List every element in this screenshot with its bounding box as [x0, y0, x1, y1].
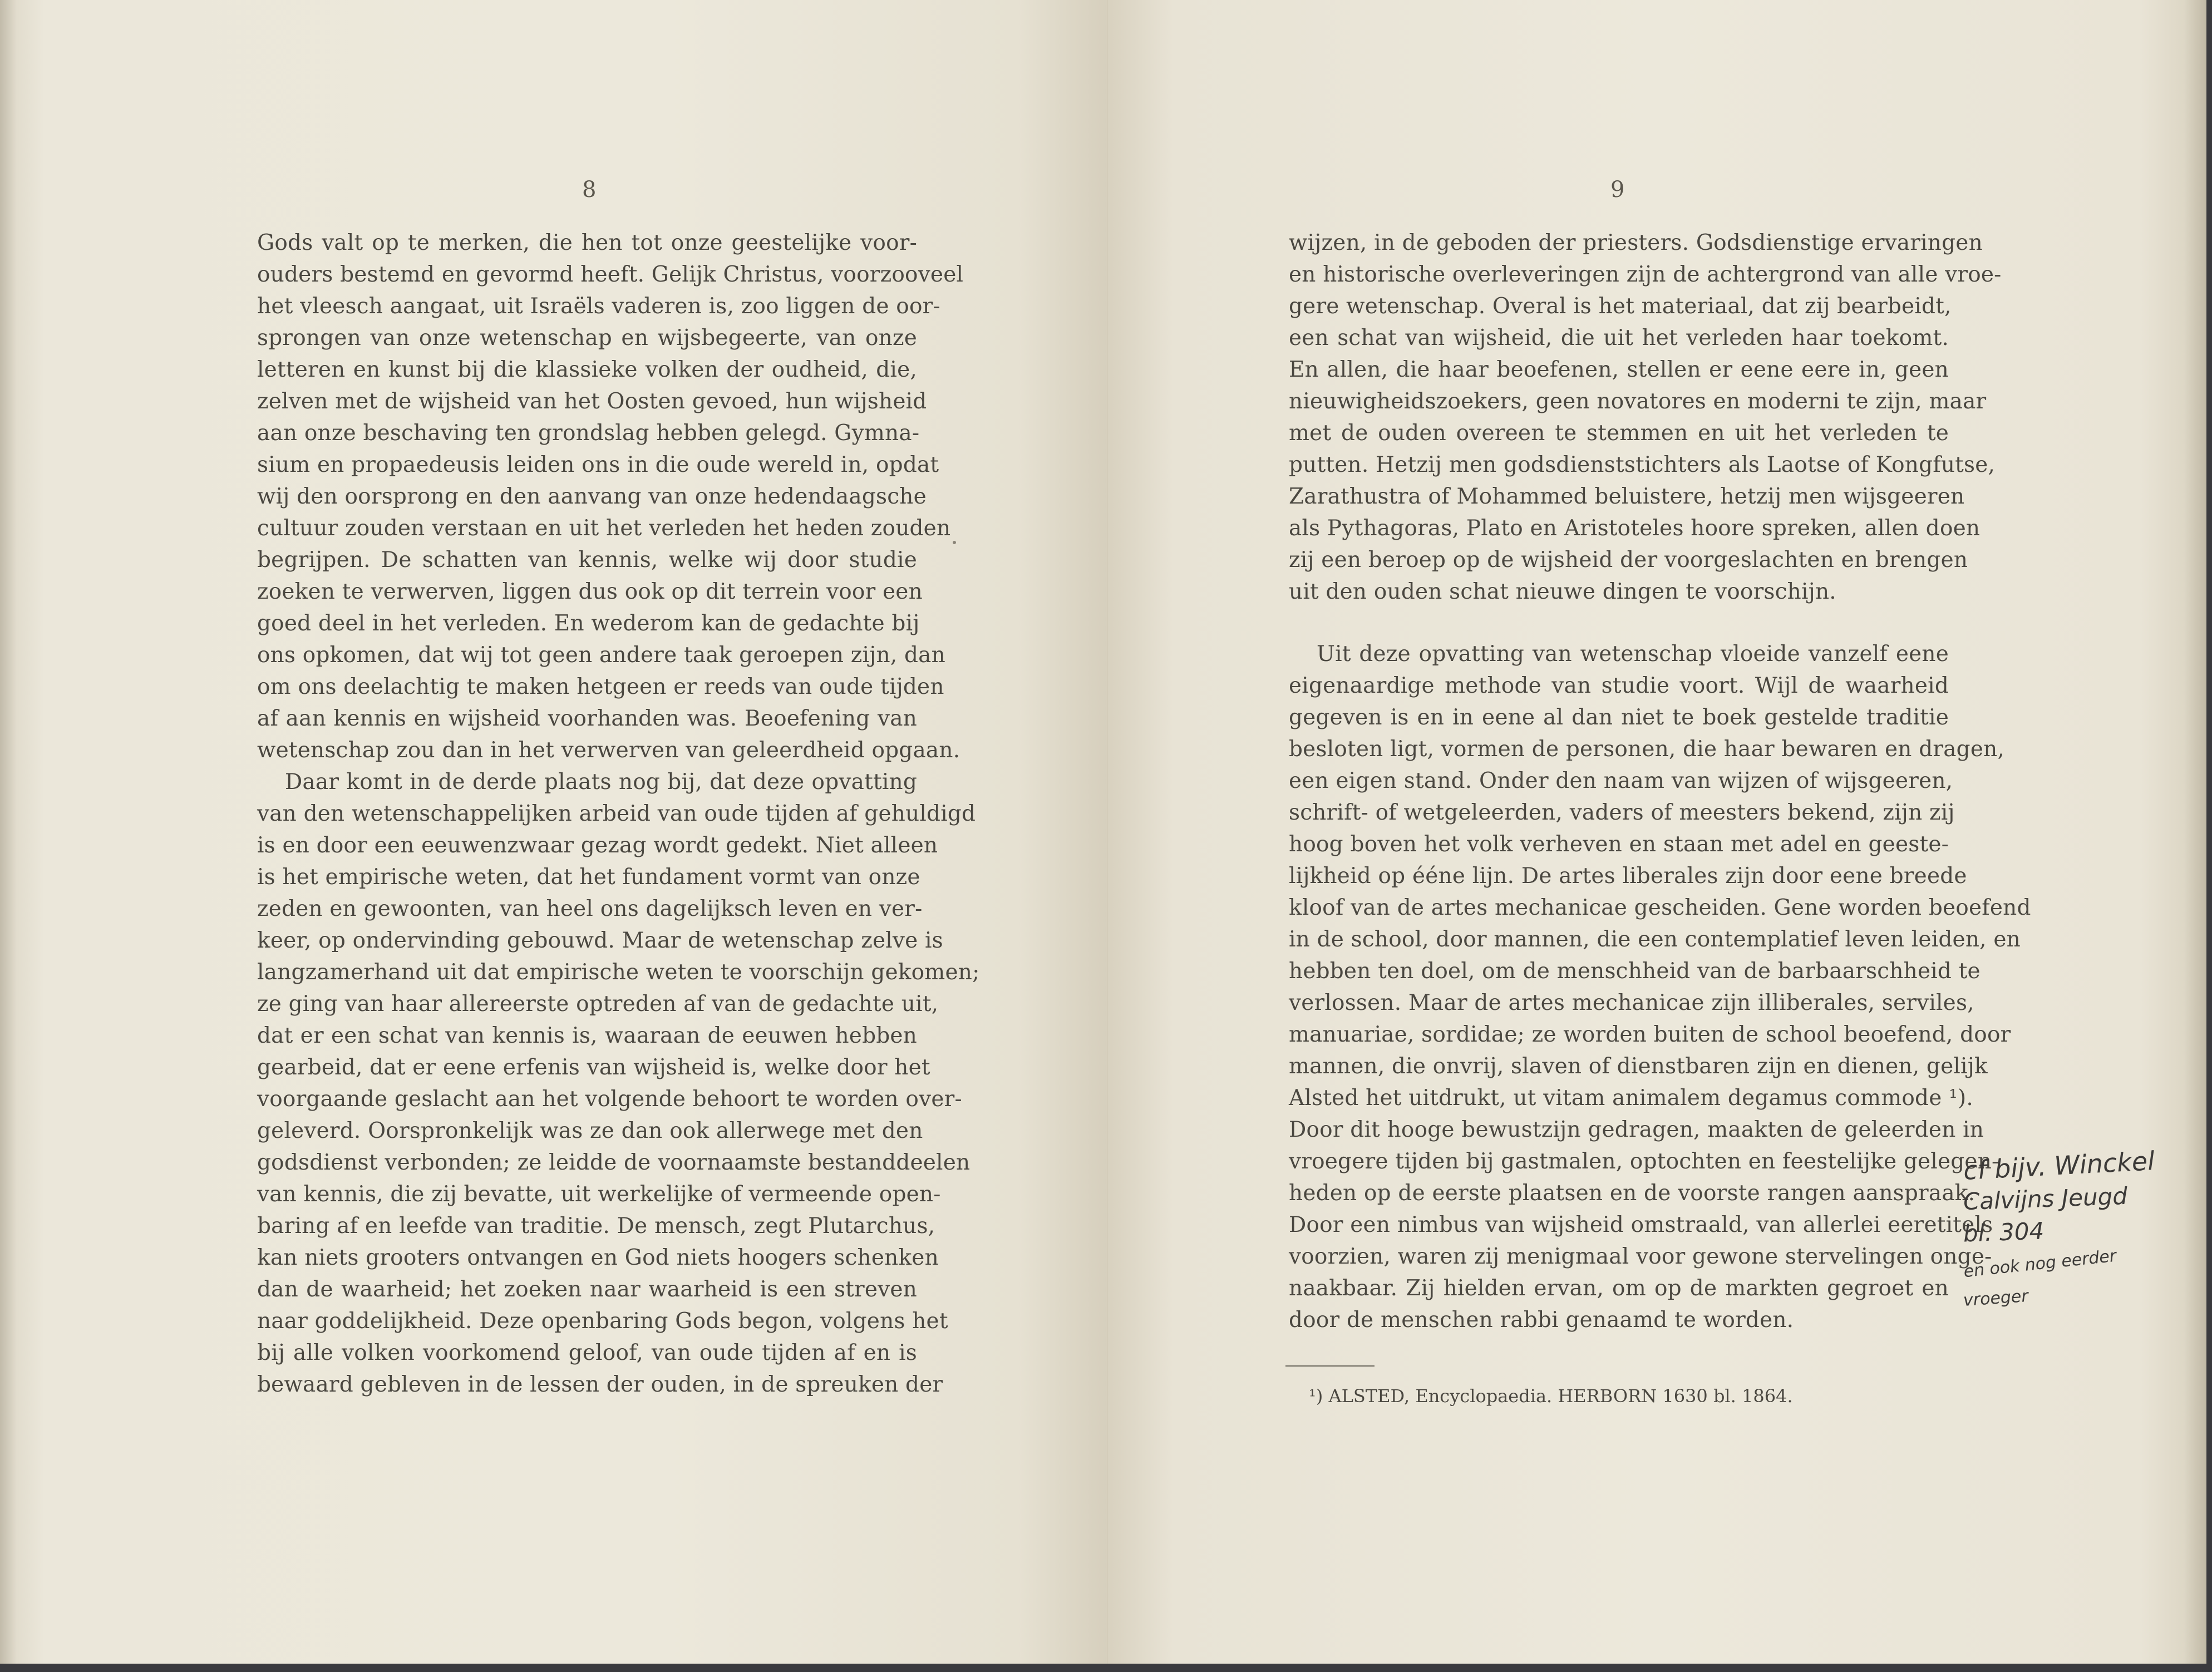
text-line: ze ging van haar allereerste optreden af van de gedachte uit, — [257, 992, 939, 1017]
text-line: van den wetenschappelijken arbeid van oude tijden af gehuldigd — [257, 801, 976, 826]
text-line: naar goddelijkheid. Deze openbaring Gods begon, volgens het — [257, 1309, 948, 1334]
text-line: gegeven is en in eene al dan niet te boek gestelde traditie — [1289, 705, 1949, 730]
text-line: gere wetenschap. Overal is het materiaal, dat zij bearbeidt, — [1289, 294, 1952, 319]
text-line: Door dit hooge bewustzijn gedragen, maakten de geleerden in — [1289, 1117, 1984, 1142]
text-line: begrijpen. De schatten van kennis, welke wij door studie — [257, 548, 917, 573]
text-line: mannen, die onvrij, slaven of dienstbaren zijn en dienen, gelijk — [1289, 1054, 1988, 1079]
margin-speck — [953, 541, 956, 544]
text-line: hoog boven het volk verheven en staan met adel en geeste- — [1289, 832, 1949, 857]
text-line: uit den ouden schat nieuwe dingen te voorschijn. — [1289, 579, 1836, 604]
text-line: Zarathustra of Mohammed beluistere, hetzij men wijsgeeren — [1289, 484, 1965, 509]
text-line: Door een nimbus van wijsheid omstraald, van allerlei eeretitels — [1289, 1212, 1993, 1237]
text-line: ons opkomen, dat wij tot geen andere taak geroepen zijn, dan — [257, 643, 945, 668]
text-line: gearbeid, dat er eene erfenis van wijsheid is, welke door het — [257, 1055, 930, 1080]
marginal-note-line-5: vroeger — [1962, 1286, 2029, 1311]
text-line: wij den oorsprong en den aanvang van onze hedendaagsche — [257, 484, 927, 509]
text-line: sium en propaedeusis leiden ons in die oude wereld in, opdat — [257, 452, 939, 477]
text-line: Gods valt op te merken, die hen tot onze geestelijke voor- — [257, 230, 917, 255]
text-line: van kennis, die zij bevatte, uit werkelijke of vermeende open- — [257, 1182, 941, 1207]
text-line: aan onze beschaving ten grondslag hebben gelegd. Gymna- — [257, 421, 920, 446]
text-line: naakbaar. Zij hielden ervan, om op de markten gegroet en — [1289, 1276, 1949, 1301]
marginal-note-line-1: cf bijv. Winckel — [1962, 1146, 2156, 1186]
text-line: Daar komt in de derde plaats nog bij, dat deze opvatting — [285, 770, 917, 795]
text-line: verlossen. Maar de artes mechanicae zijn illiberales, serviles, — [1289, 990, 1974, 1015]
left-page-text — [257, 227, 980, 1400]
text-line: is en door een eeuwenzwaar gezag wordt gedekt. Niet alleen — [257, 833, 938, 858]
text-line: wetenschap zou dan in het verwerven van geleerdheid opgaan. — [257, 738, 960, 763]
text-line: kan niets grooters ontvangen en God niets hoogers schenken — [257, 1245, 939, 1270]
text-line: godsdienst verbonden; ze leidde de voornaamste bestanddeelen — [257, 1150, 970, 1175]
text-line: om ons deelachtig te maken hetgeen er reeds van oude tijden — [257, 674, 944, 699]
text-line: eigenaardige methode van studie voort. Wijl de waarheid — [1289, 673, 1949, 698]
text-line: baring af en leefde van traditie. De mensch, zegt Plutarchus, — [257, 1214, 935, 1239]
text-line: manuariae, sordidae; ze worden buiten de school beoefend, door — [1289, 1022, 2011, 1047]
text-line: wijzen, in de geboden der priesters. Godsdienstige ervaringen — [1289, 230, 1983, 255]
marginal-note-line-4: en ook nog eerder — [1962, 1246, 2117, 1282]
text-line: het vleesch aangaat, uit Israëls vaderen is, zoo liggen de oor- — [257, 294, 940, 319]
text-line: Uit deze opvatting van wetenschap vloeide vanzelf eene — [1317, 642, 1949, 667]
text-line: in de school, door mannen, die een contemplatief leven leiden, en — [1289, 927, 2021, 952]
text-line: voorgaande geslacht aan het volgende behoort te worden over- — [257, 1087, 962, 1112]
text-line: zoeken te verwerven, liggen dus ook op dit terrein voor een — [257, 579, 923, 604]
text-line: vroegere tijden bij gastmalen, optochten en feestelijke gelegen- — [1289, 1149, 1999, 1174]
text-line: als Pythagoras, Plato en Aristoteles hoore spreken, allen doen — [1289, 516, 1981, 541]
text-line: dan de waarheid; het zoeken naar waarheid is een streven — [257, 1277, 917, 1302]
text-line: keer, op ondervinding gebouwd. Maar de wetenschap zelve is — [257, 928, 943, 953]
text-line: met de ouden overeen te stemmen en uit het verleden te — [1289, 421, 1949, 446]
page-number-left: 8 — [582, 177, 597, 203]
text-line: En allen, die haar beoefenen, stellen er eene eere in, geen — [1289, 357, 1949, 382]
text-line: zelven met de wijsheid van het Oosten gevoed, hun wijsheid — [257, 389, 927, 414]
text-line: is het empirische weten, dat het fundament vormt van onze — [257, 865, 920, 890]
text-line: zij een beroep op de wijsheid der voorgeslachten en brengen — [1289, 548, 1968, 573]
text-line: lijkheid op ééne lijn. De artes liberales zijn door eene breede — [1289, 864, 1967, 889]
text-line: letteren en kunst bij die klassieke volken der oudheid, die, — [257, 357, 917, 382]
text-line: en historische overleveringen zijn de achtergrond van alle vroe- — [1289, 262, 2002, 287]
text-line: door de menschen rabbi genaamd te worden. — [1289, 1308, 1794, 1333]
text-line: heden op de eerste plaatsen en de voorste rangen aanspraak. — [1289, 1181, 1975, 1206]
text-line: schrift- of wetgeleerden, vaders of meesters bekend, zijn zij — [1289, 800, 1955, 825]
text-line: een eigen stand. Onder den naam van wijzen of wijsgeeren, — [1289, 768, 1953, 793]
text-line: dat er een schat van kennis is, waaraan de eeuwen hebben — [257, 1023, 917, 1048]
text-line: besloten ligt, vormen de personen, die haar bewaren en dragen, — [1289, 737, 2005, 762]
text-line: zeden en gewoonten, van heel ons dagelijksch leven en ver- — [257, 896, 923, 921]
text-line: nieuwigheidszoekers, geen novatores en moderni te zijn, maar — [1289, 389, 1987, 414]
marginal-note-line-3: bl. 304 — [1963, 1217, 2045, 1247]
text-line: cultuur zouden verstaan en uit het verleden het heden zouden — [257, 516, 951, 541]
marginal-note-line-2: Calvijns Jeugd — [1963, 1182, 2128, 1216]
text-line: kloof van de artes mechanicae gescheiden. Gene worden beoefend — [1289, 895, 2031, 920]
footnote-rule — [1285, 1365, 1375, 1367]
text-line: af aan kennis en wijsheid voorhanden was. Beoefening van — [257, 706, 917, 731]
text-line: putten. Hetzij men godsdienststichters als Laotse of Kongfutse, — [1289, 452, 1996, 477]
paragraph-gap — [1289, 608, 1949, 638]
text-line: hebben ten doel, om de menschheid van de barbaarschheid te — [1289, 959, 1981, 984]
left-page — [0, 0, 1107, 1664]
text-line: sprongen van onze wetenschap en wijsbegeerte, van onze — [257, 325, 917, 351]
text-line: een schat van wijsheid, die uit het verleden haar toekomt. — [1289, 325, 1949, 351]
page-number-right: 9 — [1610, 177, 1625, 203]
text-line: ouders bestemd en gevormd heeft. Gelijk Christus, voorzooveel — [257, 262, 964, 287]
text-line: geleverd. Oorspronkelijk was ze dan ook allerwege met den — [257, 1118, 923, 1143]
footnote: ¹) ALSTED, Encyclopaedia. HERBORN 1630 bl. 1864. — [1309, 1385, 1793, 1407]
text-line: Alsted het uitdrukt, ut vitam animalem degamus commode ¹). — [1289, 1086, 1973, 1111]
text-line: goed deel in het verleden. En wederom kan de gedachte bij — [257, 611, 920, 636]
right-page — [1107, 0, 2206, 1664]
text-line: langzamerhand uit dat empirische weten te voorschijn gekomen; — [257, 960, 980, 985]
text-line: voorzien, waren zij menigmaal voor gewone stervelingen onge- — [1289, 1244, 1992, 1269]
text-line: bewaard gebleven in de lessen der ouden, in de spreuken der — [257, 1372, 943, 1397]
text-line: bij alle volken voorkomend geloof, van oude tijden af en is — [257, 1340, 917, 1365]
